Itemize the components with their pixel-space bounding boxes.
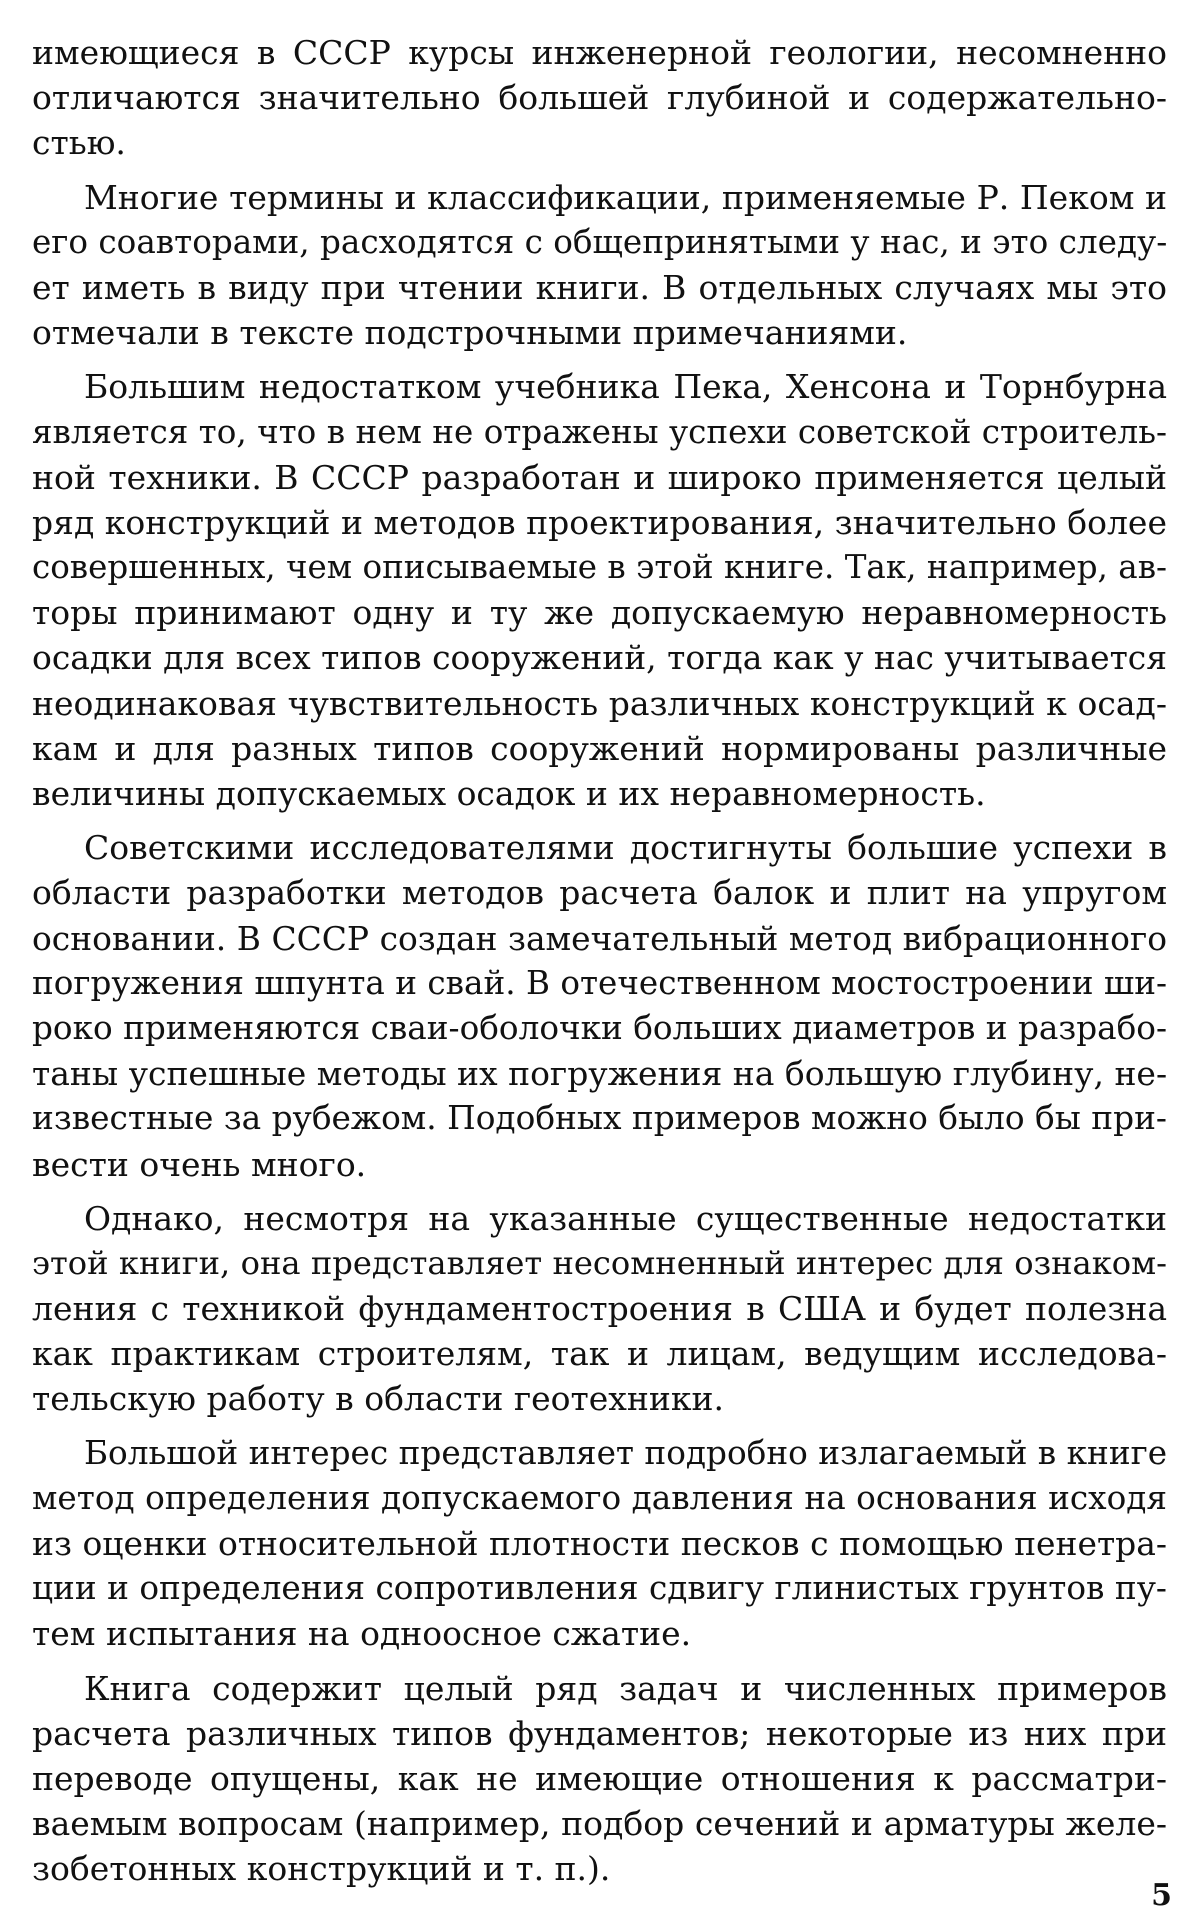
text-line: зобетонных конструкций и т. п.). xyxy=(32,1849,611,1889)
text-line: его соавторами, расходятся с общепринятыми у нас, и это следу- xyxy=(32,222,1168,261)
text-line: ления с техникой фундаментостроения в США и будет полезна xyxy=(32,1289,1167,1329)
text-line: совершенных, чем описываемые в этой книге. Так, например, ав- xyxy=(32,548,1167,587)
text-line: погружения шпунта и свай. В отечественном мостостроении ши- xyxy=(32,963,1167,1002)
text-line: торы принимают одну и ту же допускаемую неравномерность xyxy=(32,593,1167,633)
text-line: как практикам строителям, так и лицам, ведущим исследова- xyxy=(32,1334,1167,1374)
text-line: имеющиеся в СССР курсы инженерной геологии, несомненно xyxy=(32,33,1167,72)
text-line: расчета различных типов фундаментов; некоторые из них при xyxy=(32,1713,1167,1753)
text-line: известные за рубежом. Подобных примеров можно было бы при- xyxy=(32,1099,1167,1138)
page-body xyxy=(32,30,1167,1901)
paragraph xyxy=(32,825,1167,1187)
text-line: ряд конструкций и методов проектирования, значительно более xyxy=(32,502,1167,542)
text-line: тем испытания на одноосное сжатие. xyxy=(32,1614,692,1654)
text-line: ции и определения сопротивления сдвигу глинистых грунтов пу- xyxy=(32,1569,1167,1608)
text-line: переводе опущены, как не имеющие отношения к рассматри- xyxy=(32,1758,1167,1798)
text-line: из оценки относительной плотности песков с помощью пенетра- xyxy=(32,1524,1167,1563)
text-line: величины допускаемых осадок и их неравномерность. xyxy=(32,774,986,813)
text-line: ваемым вопросам (например, подбор сечений и арматуры желе- xyxy=(32,1804,1167,1844)
text-line: кам и для разных типов сооружений нормированы различные xyxy=(32,728,1167,768)
text-line: Большим недостатком учебника Пека, Хенсона и Торнбурна xyxy=(84,367,1167,407)
paragraph xyxy=(32,364,1167,816)
text-line: вести очень много. xyxy=(32,1144,367,1184)
text-line: отмечали в тексте подстрочными примечаниями. xyxy=(32,313,908,353)
paragraph xyxy=(32,30,1167,166)
text-line: неодинаковая чувствительность различных конструкций к осад- xyxy=(32,683,1167,723)
text-line: Многие термины и классификации, применяемые Р. Пеком и xyxy=(84,177,1167,217)
text-line: Советскими исследователями достигнуты большие успехи в xyxy=(84,828,1167,868)
text-line: этой книги, она представляет несомненный интерес для ознаком- xyxy=(32,1243,1167,1282)
text-line: тельскую работу в области геотехники. xyxy=(32,1379,725,1419)
text-line: Большой интерес представляет подробно излагаемый в книге xyxy=(84,1433,1168,1472)
paragraph xyxy=(32,1196,1167,1422)
text-line: Книга содержит целый ряд задач и численных примеров xyxy=(84,1668,1167,1708)
paragraph xyxy=(32,1431,1167,1657)
paragraph xyxy=(32,1666,1167,1892)
text-line: является то, что в нем не отражены успехи советской строитель- xyxy=(32,412,1167,451)
text-line: отличаются значительно большей глубиной и содержательно- xyxy=(32,78,1167,118)
text-line: ет иметь в виду при чтении книги. В отдельных случаях мы это xyxy=(32,267,1167,307)
paragraph xyxy=(32,175,1167,356)
text-line: осадки для всех типов сооружений, тогда как у нас учитывается xyxy=(32,638,1167,678)
text-line: Однако, несмотря на указанные существенные недостатки xyxy=(84,1198,1167,1238)
text-line: таны успешные методы их погружения на большую глубину, не- xyxy=(32,1054,1168,1094)
page-number: 5 xyxy=(1151,1878,1172,1913)
text-line: метод определения допускаемого давления на основания исходя xyxy=(32,1478,1167,1517)
text-line: стью. xyxy=(32,123,126,163)
text-line: роко применяются сваи-оболочки больших диаметров и разрабо- xyxy=(32,1008,1167,1047)
text-line: области разработки методов расчета балок и плит на упругом xyxy=(32,873,1167,913)
text-line: основании. В СССР создан замечательный метод вибрационного xyxy=(32,918,1167,958)
text-line: ной техники. В СССР разработан и широко применяется целый xyxy=(32,457,1167,497)
